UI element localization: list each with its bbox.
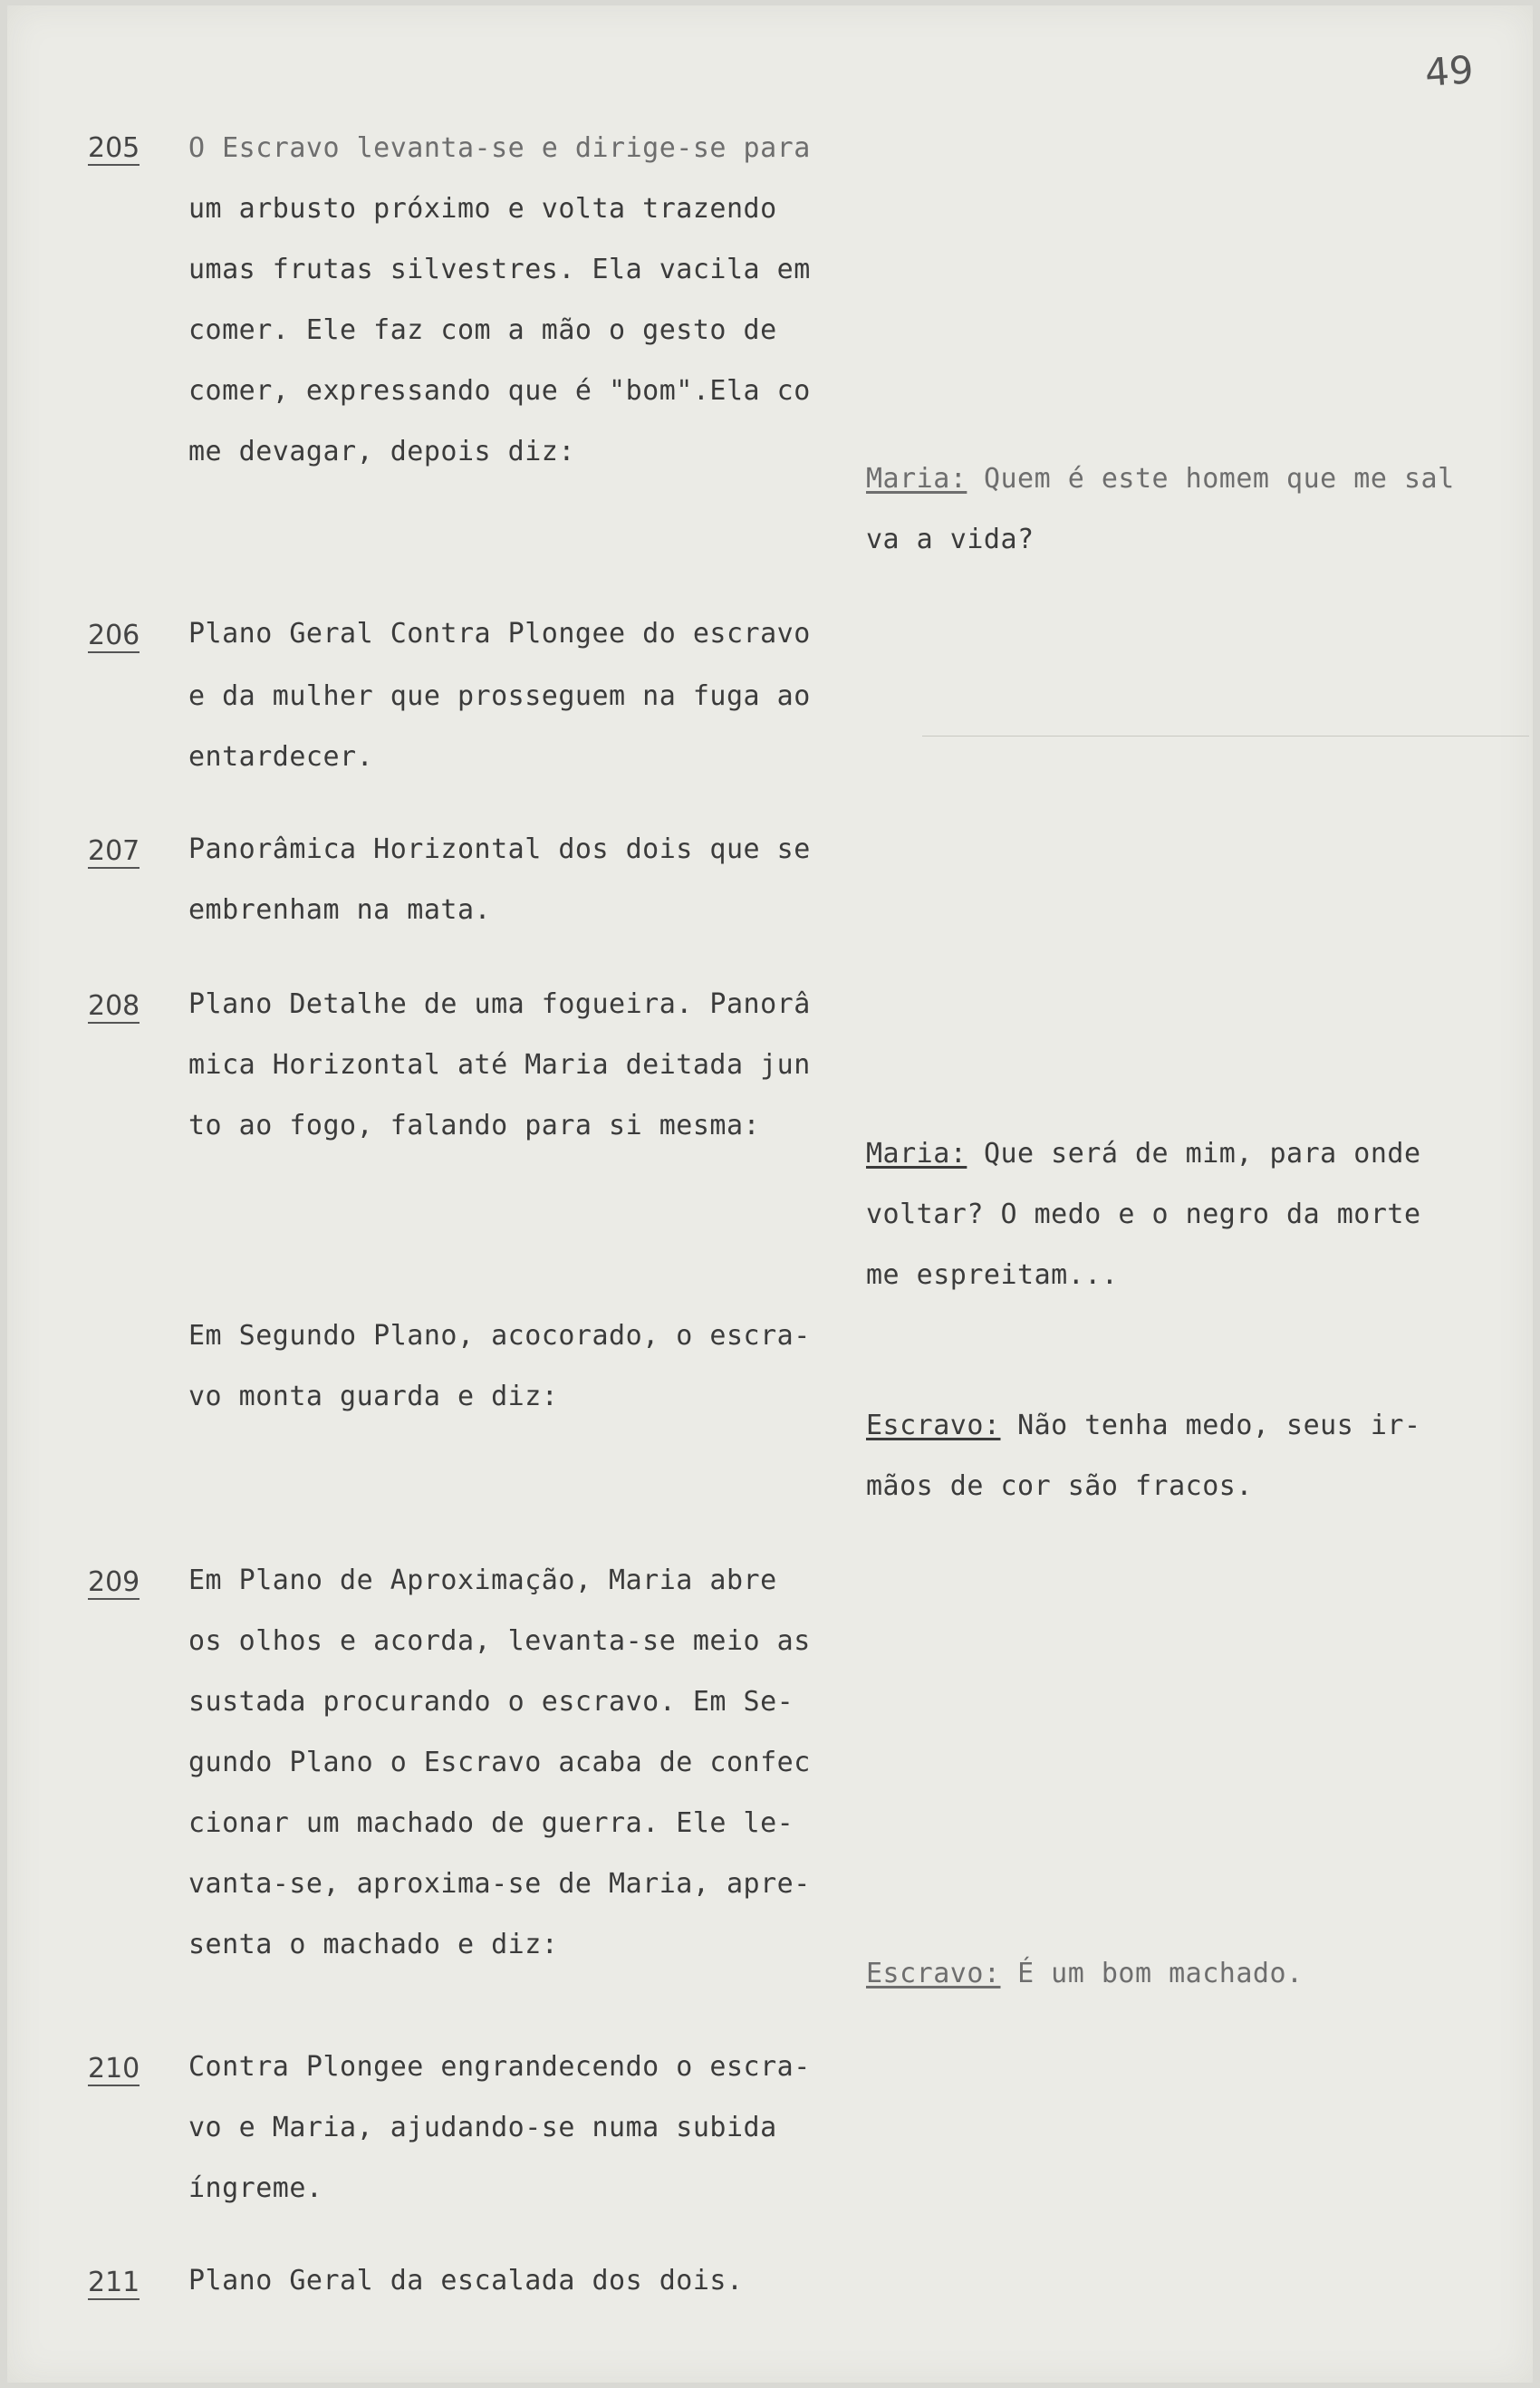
scene-line: íngreme. (188, 2172, 323, 2204)
scene-number: 210 (88, 2053, 140, 2085)
scene-line: me devagar, depois diz: (188, 436, 575, 467)
scene-line: e da mulher que prosseguem na fuga ao (188, 680, 811, 712)
dialogue-text: Não tenha medo, seus ir- (1017, 1410, 1421, 1441)
scene-line: os olhos e acorda, levanta-se meio as (188, 1625, 811, 1657)
dialogue-text: Que será de mim, para onde (983, 1138, 1421, 1170)
dialogue-text: Quem é este homem que me sal (983, 463, 1455, 495)
scene-number: 211 (88, 2267, 140, 2298)
scene-number: 205 (88, 132, 140, 164)
scene-line: comer. Ele faz com a mão o gesto de (188, 314, 777, 346)
dialogue-line: me espreitam... (866, 1259, 1119, 1291)
scene-line: um arbusto próximo e volta trazendo (188, 193, 777, 225)
scene-number: 208 (88, 990, 140, 1022)
dialogue-text: É um bom machado. (1017, 1958, 1304, 1989)
dialogue-line (866, 463, 1455, 495)
scene-line: Plano Detalhe de uma fogueira. Panorâ (188, 988, 811, 1020)
dialogue-line (866, 1958, 1304, 1989)
scene-line: cionar um machado de guerra. Ele le- (188, 1807, 794, 1839)
scene-line: entardecer. (188, 741, 374, 773)
scene-number: 207 (88, 835, 140, 867)
scene-line: sustada procurando o escravo. Em Se- (188, 1686, 794, 1718)
scene-line: vo e Maria, ajudando-se numa subida (188, 2112, 777, 2143)
scene-line: vanta-se, aproxima-se de Maria, apre- (188, 1868, 811, 1900)
dialogue-speaker: Maria: (866, 1138, 967, 1170)
scene-line: Panorâmica Horizontal dos dois que se (188, 833, 811, 865)
scene-line: mica Horizontal até Maria deitada jun (188, 1049, 811, 1081)
scene-line: Plano Geral da escalada dos dois. (188, 2265, 744, 2297)
dialogue-line (866, 1138, 1421, 1170)
scene-line: comer, expressando que é "bom".Ela co (188, 375, 811, 407)
dialogue-speaker: Escravo: (866, 1410, 1001, 1441)
page-number: 49 (1423, 47, 1476, 95)
scene-line: Contra Plongee engrandecendo o escra- (188, 2051, 811, 2083)
scene-line: embrenham na mata. (188, 894, 492, 926)
scene-number: 206 (88, 620, 140, 651)
scene-line: gundo Plano o Escravo acaba de confec (188, 1747, 811, 1778)
scene-line: Plano Geral Contra Plongee do escravo (188, 618, 811, 650)
dialogue-speaker: Maria: (866, 463, 967, 495)
dialogue-line: va a vida? (866, 524, 1035, 555)
paper-crease (922, 736, 1529, 737)
scene-line: to ao fogo, falando para si mesma: (188, 1110, 761, 1141)
scene-line: senta o machado e diz: (188, 1929, 559, 1960)
scene-line: umas frutas silvestres. Ela vacila em (188, 254, 811, 285)
dialogue-speaker: Escravo: (866, 1958, 1001, 1989)
typewritten-script-page (7, 5, 1533, 2383)
dialogue-line: voltar? O medo e o negro da morte (866, 1199, 1421, 1230)
scene-line: Em Plano de Aproximação, Maria abre (188, 1565, 777, 1596)
scene-number: 209 (88, 1566, 140, 1598)
dialogue-line (866, 1410, 1421, 1441)
scene-line: O Escravo levanta-se e dirige-se para (188, 132, 811, 164)
scene-line: vo monta guarda e diz: (188, 1381, 559, 1412)
scene-line: Em Segundo Plano, acocorado, o escra- (188, 1320, 811, 1352)
dialogue-line: mãos de cor são fracos. (866, 1470, 1253, 1502)
